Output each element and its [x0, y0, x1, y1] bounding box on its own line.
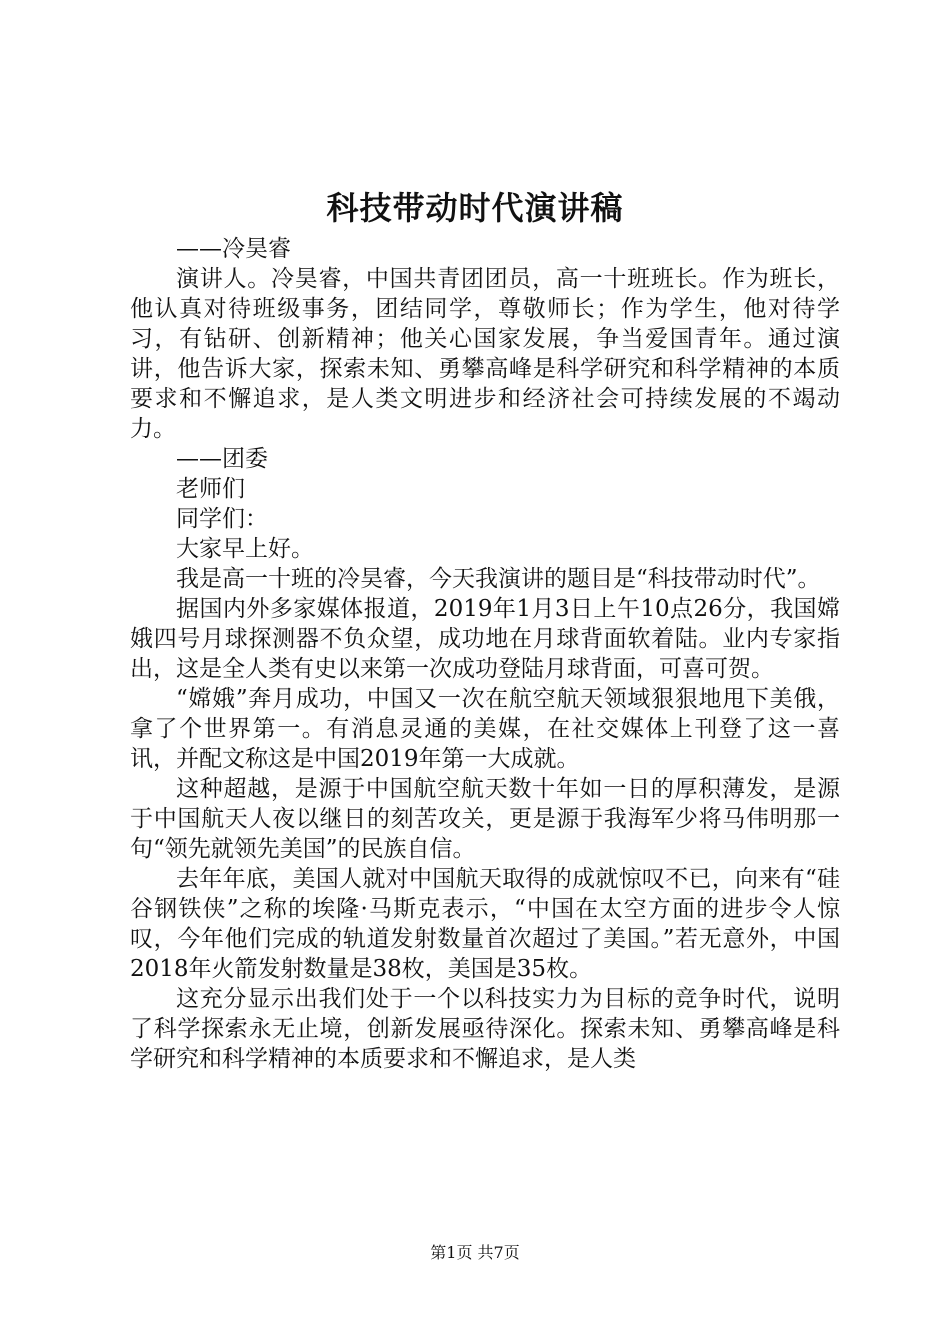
paragraph: ——团委 — [176, 446, 268, 472]
paragraph: 据国内外多家媒体报道，2019年1月3日上午10点26分，我国嫦娥四号月球探测器不负众望，成功地在月球背面软着陆。业内专家指出，这是全人类有史以来第一次成功登陆月球背面，可喜可贺。 — [130, 596, 840, 682]
paragraph: 去年年底，美国人就对中国航天取得的成就惊叹不已，向来有“硅谷钢铁侠”之称的埃隆·马斯克表示，“中国在太空方面的进步令人惊叹，今年他们完成的轨道发射数量首次超过了美国。”若无意外，中国2018年火箭发射数量是38枚，美国是35枚。 — [130, 866, 840, 982]
paragraph: 这充分显示出我们处于一个以科技实力为目标的竞争时代，说明了科学探索永无止境，创新发展亟待深化。探索未知、勇攀高峰是科学研究和科学精神的本质要求和不懈追求，是人类 — [130, 986, 840, 1072]
paragraph: 大家早上好。 — [176, 536, 314, 562]
paragraph: 演讲人。冷昊睿，中国共青团团员，高一十班班长。作为班长，他认真对待班级事务，团结同学，尊敬师长；作为学生，他对待学习，有钻研、创新精神；他关心国家发展，争当爱国青年。通过演讲，他告诉大家，探索未知、勇攀高峰是科学研究和科学精神的本质要求和不懈追求，是人类文明进步和经济社会可持续发展的不竭动力。 — [130, 266, 840, 442]
document-body — [130, 234, 840, 1074]
paragraph: 我是高一十班的冷昊睿，今天我演讲的题目是“科技带动时代”。 — [176, 566, 821, 592]
page-footer: 第1页 共7页 — [430, 1243, 520, 1262]
document-title: 科技带动时代演讲稿 — [326, 189, 624, 227]
paragraph: “嫦娥”奔月成功，中国又一次在航空航天领域狠狠地甩下美俄，拿了个世界第一。有消息灵通的美媒，在社交媒体上刊登了这一喜讯，并配文称这是中国2019年第一大成就。 — [130, 686, 840, 772]
paragraph: 老师们 — [176, 476, 245, 502]
paragraph: 同学们： — [176, 506, 268, 532]
paragraph: 这种超越，是源于中国航空航天数十年如一日的厚积薄发，是源于中国航天人夜以继日的刻苦攻关，更是源于我海军少将马伟明那一句“领先就领先美国”的民族自信。 — [130, 776, 840, 862]
paragraph: ——冷昊睿 — [176, 236, 291, 262]
